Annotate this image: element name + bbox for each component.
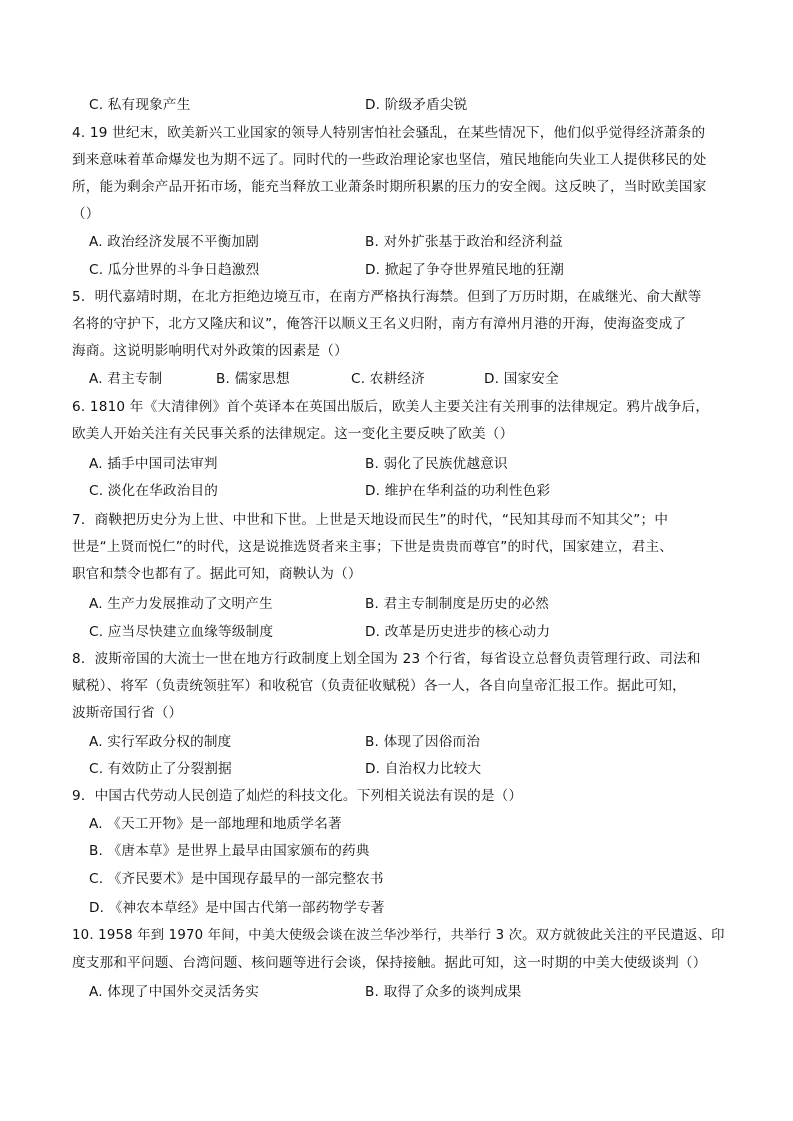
- q3-option-d: D. 阶级矛盾尖锐: [365, 97, 468, 113]
- q9-option-d: D. 《神农本草经》是中国古代第一部药物学专著: [89, 900, 385, 916]
- q6-stem-line-1: 6. 1810 年《大清律例》首个英译本在英国出版后，欧美人主要关注有关刑事的法律规定。鸦片战争后，: [72, 399, 710, 415]
- q8-option-c: C. 有效防止了分裂割据: [89, 761, 232, 777]
- q3-option-c: C. 私有现象产生: [89, 97, 191, 113]
- q10-option-a: A. 体现了中国外交灵活务实: [89, 984, 260, 1000]
- q4-option-a: A. 政治经济发展不平衡加剧: [89, 234, 260, 250]
- q8-stem-line-3: 波斯帝国行省（）: [72, 705, 183, 721]
- q8-stem-line-1: 8．波斯帝国的大流士一世在地方行政制度上划全国为 23 个行省，每省设立总督负责管理行政、司法和: [72, 651, 701, 667]
- q4-stem-line-1: 4. 19 世纪末，欧美新兴工业国家的领导人特别害怕社会骚乱，在某些情况下，他们似乎觉得经济萧条的: [72, 125, 706, 141]
- q5-option-d: D. 国家安全: [484, 371, 559, 387]
- q9-option-c: C. 《齐民要术》是中国现存最早的一部完整农书: [89, 871, 384, 887]
- q6-option-c: C. 淡化在华政治目的: [89, 483, 219, 499]
- q5-stem-line-1: 5．明代嘉靖时期，在北方拒绝边境互市，在南方严格执行海禁。但到了万历时期，在戚继光、俞大猷等: [72, 289, 702, 305]
- q7-stem-line-1: 7．商鞅把历史分为上世、中世和下世。上世是天地设而民生”的时代，“民知其母而不知其父”；中: [72, 512, 669, 528]
- q10-option-b: B. 取得了众多的谈判成果: [365, 984, 522, 1000]
- q4-stem-line-3: 所，能为剩余产品开拓市场，能充当释放工业萧条时期所积累的压力的安全阀。这反映了，当时欧美国家: [72, 179, 707, 195]
- q6-option-d: D. 维护在华利益的功利性色彩: [365, 483, 551, 499]
- q7-option-d: D. 改革是历史进步的核心动力: [365, 624, 551, 640]
- q8-option-d: D. 自治权力比较大: [365, 761, 482, 777]
- q6-stem-line-2: 欧美人开始关注有关民事关系的法律规定。这一变化主要反映了欧美（）: [72, 426, 514, 442]
- q7-option-c: C. 应当尽快建立血缘等级制度: [89, 624, 274, 640]
- q8-stem-line-2: 赋税）、将军（负责统领驻军）和收税官（负责征收赋税）各一人，各自向皇帝汇报工作。据此可知，: [72, 678, 686, 694]
- q5-option-b: B. 儒家思想: [216, 371, 290, 387]
- q5-option-c: C. 农耕经济: [351, 371, 425, 387]
- q4-stem-line-2: 到来意味着革命爆发也为期不远了。同时代的一些政治理论家也坚信，殖民地能向失业工人提供移民的处: [72, 152, 707, 168]
- q6-option-a: A. 插手中国司法审判: [89, 456, 218, 472]
- q8-option-b: B. 体现了因俗而治: [365, 734, 481, 750]
- q5-stem-line-3: 海商。这说明影响明代对外政策的因素是（）: [72, 343, 348, 359]
- q9-stem-line-1: 9．中国古代劳动人民创造了灿烂的科技文化。下列相关说法有误的是（）: [72, 788, 523, 804]
- q4-stem-line-4: （）: [72, 206, 100, 222]
- q10-stem-line-1: 10. 1958 年到 1970 年间，中美大使级会谈在波兰华沙举行，共举行 3 次。双方就彼此关注的平民遣返、印: [72, 928, 725, 943]
- q7-stem-line-3: 职官和禁令也都有了。据此可知，商鞅认为（）: [72, 566, 362, 582]
- q9-option-b: B. 《唐本草》是世界上最早由国家颁布的药典: [89, 843, 370, 859]
- q4-option-c: C. 瓜分世界的斗争日趋激烈: [89, 262, 260, 278]
- q7-option-b: B. 君主专制制度是历史的必然: [365, 596, 550, 612]
- q5-option-a: A. 君主专制: [89, 371, 163, 387]
- q6-option-b: B. 弱化了民族优越意识: [365, 456, 508, 472]
- q4-option-b: B. 对外扩张基于政治和经济利益: [365, 234, 563, 250]
- q5-stem-line-2: 名将的守护下，北方又隆庆和议”，俺答汗以顺义王名义归附，南方有漳州月港的开海，使海盗变成了: [72, 316, 687, 332]
- q7-stem-line-2: 世是“上贤而悦仁”的时代，这是说推选贤者来主事；下世是贵贵而尊官”的时代，国家建立，君主、: [72, 539, 674, 555]
- q8-option-a: A. 实行军政分权的制度: [89, 734, 232, 750]
- q10-stem-line-2: 度支那和平问题、台湾问题、核问题等进行会谈，保持接触。据此可知，这一时期的中美大使级谈判（）: [72, 955, 707, 971]
- q7-option-a: A. 生产力发展推动了文明产生: [89, 596, 273, 612]
- q9-option-a: A. 《天工开物》是一部地理和地质学名著: [89, 816, 342, 832]
- q4-option-d: D. 掀起了争夺世界殖民地的狂潮: [365, 262, 565, 278]
